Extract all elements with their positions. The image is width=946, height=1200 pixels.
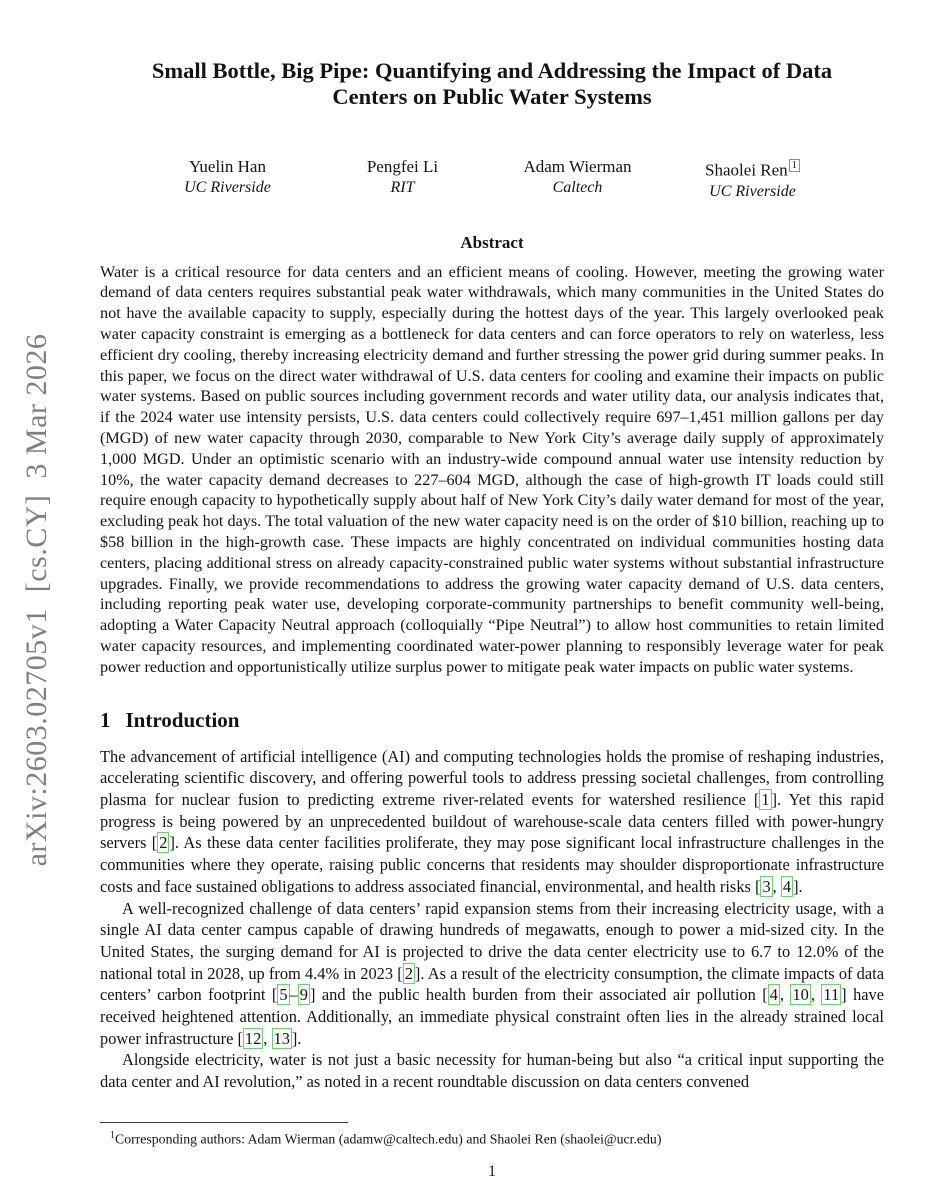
author-name: Pengfei Li [366,157,439,176]
citation-link[interactable]: 2 [159,833,168,853]
citation-link[interactable]: 9 [299,985,308,1005]
corresponding-author-note-link[interactable]: 1 [789,159,800,172]
footnote-rule [100,1122,348,1123]
citation-link[interactable]: 3 [762,876,771,896]
citation-link[interactable]: 11 [823,985,840,1005]
citation-link[interactable]: 10 [792,985,809,1005]
section-heading-introduction [100,708,884,733]
citation-link[interactable]: 5 [279,985,288,1005]
author-affiliation: RIT [390,179,415,196]
citation-link[interactable]: 12 [244,1028,262,1048]
intro-paragraph-1: The advancement of artificial intelligence (AI) and computing technologies holds the promise of reshaping industries, accelerating scientific discovery, and offering powerful tools to address pressing societal challenges, from controlling plasma for nuclear fusion to predicting extreme river-related events for watershed resilience [ 1 ]. Yet this rapid progress is being powered by an unprecedented buildout of warehouse-scale data centers filled with power-hungry servers [ 2 ]. As these data center facilities proliferate, they may pose significant local infrastructure challenges in the communities where they operate, raising public concerns that residents may shoulder disproportionate infrastructure costs and face sustained obligations to address associated financial, environmental, and health risks [ 3 , 4 ]. [100,746,885,896]
footnote-text: Corresponding authors: Adam Wierman (adamw@caltech.edu) and Shaolei Ren (shaolei@ucr.edu) [115,1131,662,1147]
author-affiliation: UC Riverside [184,179,271,196]
paper-title-line2: Centers on Public Water Systems [332,84,652,109]
author-1 [140,156,315,202]
section-title: Introduction [125,707,240,732]
corresponding-authors-footnote [100,1127,884,1149]
section-number: 1 [100,707,111,732]
citation-link[interactable]: 13 [273,1028,290,1048]
page-number: 1 [488,1163,496,1180]
author-block [100,156,884,202]
author-affiliation: UC Riverside [709,182,796,200]
citation-link[interactable]: 2 [404,963,413,983]
footnote-marker: 1 [110,1130,115,1141]
author-affiliation: Caltech [552,179,603,196]
paper-content [100,0,884,1093]
citation-link[interactable]: 4 [782,876,792,896]
author-3 [490,156,665,202]
arxiv-stamp: arXiv:2603.02705v1 [cs.CY] 3 Mar 2026 [20,333,53,867]
intro-paragraph-2: A well-recognized challenge of data centers’ rapid expansion stems from their increasing electricity usage, with a single AI data center campus capable of drawing hundreds of megawatts, enough to power a mid-sized city. In the United States, the surging demand for AI is projected to drive the data center electricity use to 6.7 to 12.0% of the national total in 2028, up from 4.4% in 2023 [ 2 ]. As a result of the electricity consumption, the climate impacts of data centers’ carbon footprint [ 5 – 9 ] and the public health burden from their associated air pollution [ 4 , 10 , 11 ] have received heightened attention. Additionally, an immediate physical constraint often lies in the already strained local power infrastructure [ 12 , 13 ]. [100,898,885,1048]
footnote-block [100,1122,884,1149]
author-2 [315,156,490,202]
intro-paragraph-3: Alongside electricity, water is not just a basic necessity for human-being but also “a critical input supporting the data center and AI revolution,” as noted in a recent roundtable discussion on data centers convened [100,1050,884,1092]
paper-title-line1: Small Bottle, Big Pipe: Quantifying and Addressing the Impact of Data [151,58,833,83]
paper-title [100,58,884,110]
author-name: Yuelin Han [189,157,266,176]
abstract-heading: Abstract [460,232,524,252]
author-name: Shaolei Ren $^1$ [665,156,840,181]
abstract-text: Water is a critical resource for data centers and an efficient means of cooling. However, meeting the growing water demand of data centers requires substantial peak water withdrawals, which many communities in the United States do not have the available capacity to supply, especially during the hottest days of the year. This largely overlooked peak water capacity constraint is emerging as a bottleneck for data centers and can force operators to rely on waterless, less efficient dry cooling, thereby increasing electricity demand and further stressing the power grid during summer peaks. In this paper, we focus on the direct water withdrawal of U.S. data centers for cooling and examine their impacts on public water systems. Based on public sources including government records and water utility data, our analysis indicates that, if the 2024 water use intensity persists, U.S. data centers could collectively require 697–1,451 million gallons per day (MGD) of new water capacity through 2030, comparable to New York City’s average daily supply of approximately 1,000 MGD. Under an optimistic scenario with an industry-wide compound annual water use intensity reduction by 10%, the water capacity demand decreases to 227–604 MGD, although the case of high-growth IT loads could still require enough capacity to hypothetically supply about half of New York City’s daily water demand for most of the year, excluding peak hot days. The total valuation of the new water capacity need is on the order of $10 billion, reaching up to $58 billion in the high-growth case. These impacts are highly concentrated on individual communities hosting data centers, placing additional stress on already capacity-constrained public water systems without substantial infrastructure upgrades. Finally, we provide recommendations to address the growing water capacity demand of U.S. data centers, including reporting peak water use, developing corporate-community partnerships to benefit community well-being, adopting a Water Capacity Neutral approach (colloquially “Pipe Neutral”) to allow host communities to retain limited water capacity resources, and implementing coordinated water-power planning to responsibly leverage water for peak power reduction and opportunistically utilize surplus power to mitigate peak water impacts on public water systems. [100,262,884,676]
citation-link[interactable]: 1 [761,790,770,809]
author-name: Adam Wierman [523,157,632,176]
citation-link[interactable]: 4 [769,985,778,1005]
author-4 [665,156,840,202]
